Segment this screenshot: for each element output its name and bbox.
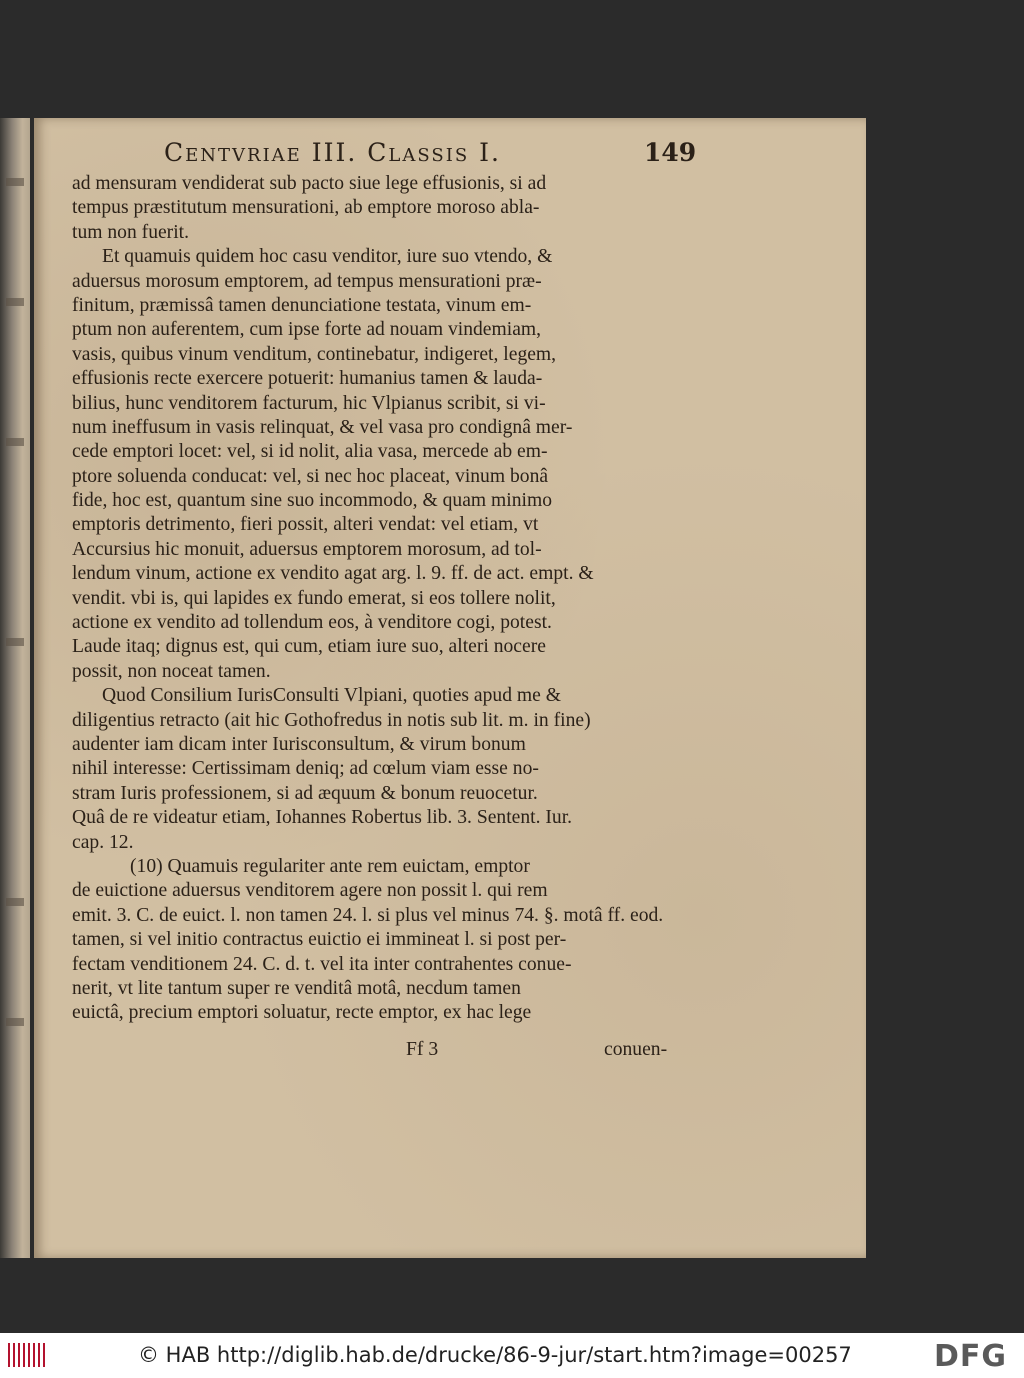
text-line: possit, non noceat tamen. — [72, 660, 271, 682]
footer-bar — [0, 1333, 1024, 1378]
text-line: de euictione aduersus venditorem agere non possit l. qui rem — [72, 880, 548, 902]
text-line: actione ex vendito ad tollendum eos, à venditore cogi, potest. — [72, 612, 552, 634]
text-line: Accursius hic monuit, aduersus emptorem morosum, ad tol- — [72, 538, 542, 560]
text-line: effusionis recte exercere potuerit: humanius tamen & lauda- — [72, 368, 543, 390]
dfg-logo: DFG — [934, 1339, 1008, 1374]
text-line: (10) Quamuis regulariter ante rem euictam, emptor — [130, 855, 530, 877]
text-line: num ineffusum in vasis relinquat, & vel vasa pro condignâ mer- — [72, 416, 573, 438]
text-line: finitum, præmissâ tamen denunciatione testata, vinum em- — [72, 294, 532, 316]
running-head: Centvriae III. Classis I. — [164, 138, 501, 167]
text-line: aduersus morosum emptorem, ad tempus mensurationi præ- — [72, 270, 542, 292]
text-line: euictâ, precium emptori soluatur, recte emptor, ex hac lege — [72, 1002, 532, 1024]
text-line: cap. 12. — [72, 831, 134, 853]
page-number: 149 — [644, 138, 697, 167]
left-page-edge — [0, 118, 30, 1258]
text-line: Et quamuis quidem hoc casu venditor, iure suo vtendo, & — [102, 246, 553, 268]
text-line: bilius, hunc venditorem facturum, hic Vlpianus scribit, si vi- — [72, 392, 546, 414]
text-line: fide, hoc est, quantum sine suo incommodo, & quam minimo — [72, 490, 552, 512]
text-line: ptore soluenda conducat: vel, si nec hoc placeat, vinum bonâ — [72, 465, 549, 487]
signature-mark: Ff 3 — [406, 1039, 439, 1060]
text-line: Quod Consilium IurisConsulti Vlpiani, quoties apud me & — [102, 685, 561, 707]
text-line: fectam venditionem 24. C. d. t. vel ita inter contrahentes conue- — [72, 953, 572, 975]
text-line: cede emptori locet: vel, si id nolit, alia vasa, mercede ab em- — [72, 441, 548, 463]
text-line: ptum non auferentem, cum ipse forte ad nouam vindemiam, — [72, 319, 542, 341]
text-line: emit. 3. C. de euict. l. non tamen 24. l. si plus vel minus 74. §. motâ ff. eod. — [72, 904, 664, 926]
text-line: vasis, quibus vinum venditum, continebatur, indigeret, legem, — [72, 343, 557, 365]
text-line: vendit. vbi is, qui lapides ex fundo emerat, si eos tollere nolit, — [72, 587, 556, 609]
text-line: tamen, si vel initio contractus euictio ei immineat l. si post per- — [72, 929, 567, 951]
page-body — [72, 172, 700, 1026]
text-line: emptoris detrimento, fieri possit, alteri vendat: vel etiam, vt — [72, 514, 539, 536]
text-line: audenter iam dicam inter Iurisconsultum, & virum bonum — [72, 733, 526, 755]
text-line: nihil interesse: Certissimam deniq; ad cœlum viam esse no- — [72, 758, 539, 780]
text-line: Quâ de re videatur etiam, Iohannes Robertus lib. 3. Sentent. Iur. — [72, 807, 573, 829]
text-line: diligentius retracto (ait hic Gothofredus in notis sub lit. m. in fine) — [72, 709, 591, 731]
text-line: lendum vinum, actione ex vendito agat arg. l. 9. ff. de act. empt. & — [72, 563, 594, 585]
text-line: stram Iuris professionem, si ad æquum & bonum reuocetur. — [72, 782, 538, 804]
text-line: ad mensuram vendiderat sub pacto siue lege effusionis, si ad — [72, 173, 547, 194]
hab-logo-icon — [6, 1339, 46, 1371]
text-line: tum non fuerit. — [72, 221, 189, 243]
text-line: tempus præstitutum mensurationi, ab emptore moroso abla- — [72, 197, 540, 219]
text-line: nerit, vt lite tantum super re venditâ motâ, necdum tamen — [72, 977, 521, 999]
book-page — [34, 118, 866, 1258]
catchword: conuen- — [604, 1039, 668, 1060]
text-line: Laude itaq; dignus est, qui cum, etiam iure suo, alteri nocere — [72, 636, 546, 658]
copyright-link[interactable]: © HAB http://diglib.hab.de/drucke/86-9-jur/start.htm?image=00257 — [138, 1343, 852, 1367]
